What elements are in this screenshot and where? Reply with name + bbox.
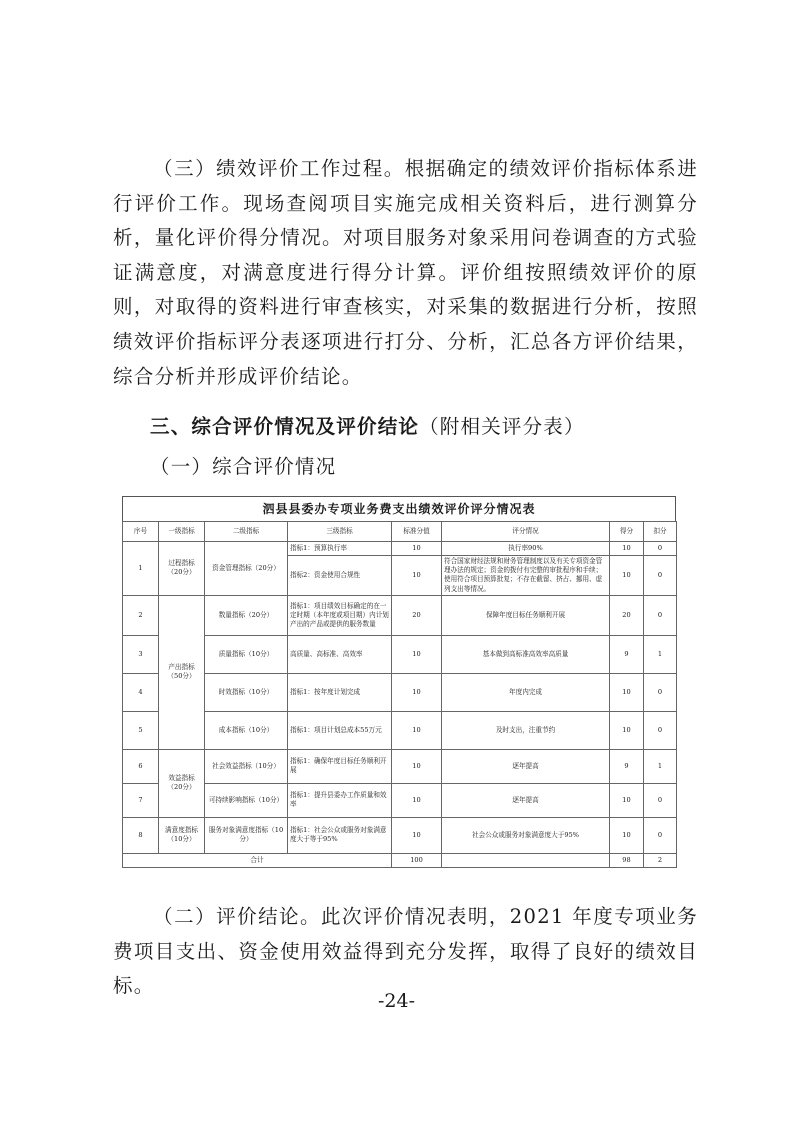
table-row (123, 542, 677, 556)
table-total-row (123, 853, 677, 867)
cell-no: 3 (123, 635, 159, 673)
cell-std: 20 (392, 595, 442, 635)
cell-deduct: 1 (644, 749, 677, 783)
cell-std: 10 (392, 783, 442, 817)
cell-deduct: 0 (644, 556, 677, 596)
cell-total-std: 100 (392, 853, 442, 867)
cell-l2: 质量指标（10分） (205, 635, 288, 673)
cell-score: 9 (610, 749, 644, 783)
cell-l3: 指标1：按年度计划完成 (288, 673, 392, 711)
header-cell: 评分情况 (442, 522, 610, 542)
header-cell: 三级指标 (288, 522, 392, 542)
cell-no: 1 (123, 542, 159, 596)
header-cell: 扣分 (644, 522, 677, 542)
table-header-row (123, 522, 677, 542)
cell-l1: 满意度指标（10分） (159, 817, 205, 853)
header-cell: 一级指标 (159, 522, 205, 542)
cell-l2: 资金管理指标（20分） (205, 542, 288, 596)
cell-std: 10 (392, 711, 442, 749)
cell-score: 10 (610, 783, 644, 817)
cell-score: 10 (610, 673, 644, 711)
cell-l3: 指标1：项目绩效目标确定的在一定时期（本年度或项目期）内计划产出的产品或提供的服务数量 (288, 595, 392, 635)
table-row (123, 673, 677, 711)
cell-l2: 成本指标（10分） (205, 711, 288, 749)
table-row (123, 635, 677, 673)
cell-l2: 数量指标（20分） (205, 595, 288, 635)
cell-eval: 逐年提高 (442, 749, 610, 783)
cell-deduct: 0 (644, 673, 677, 711)
cell-std: 10 (392, 542, 442, 556)
table-row (123, 711, 677, 749)
cell-l1: 效益指标（20分） (159, 749, 205, 817)
cell-total-deduct: 2 (644, 853, 677, 867)
header-cell: 标准分值 (392, 522, 442, 542)
table-row (123, 783, 677, 817)
cell-eval: 执行率90% (442, 542, 610, 556)
cell-l3: 指标1：预算执行率 (288, 542, 392, 556)
cell-no: 6 (123, 749, 159, 783)
cell-score: 9 (610, 635, 644, 673)
cell-eval: 符合国家财经法规和财务管理制度以及有关专项资金管理办法的规定；资金的拨付有完整的审批程序和手续；使用符合项目预算批复；不存在截留、挤占、挪用、虚列支出等情况。 (442, 556, 610, 596)
cell-deduct: 1 (644, 635, 677, 673)
paragraph-conclusion: （二）评价结论。此次评价情况表明，2021 年度专项业务费项目支出、资金使用效益得到充分发挥，取得了良好的绩效目标。 (113, 905, 698, 998)
cell-score: 10 (610, 542, 644, 556)
table-row (123, 817, 677, 853)
cell-deduct: 0 (644, 711, 677, 749)
table-row (123, 749, 677, 783)
cell-std: 10 (392, 673, 442, 711)
cell-no: 5 (123, 711, 159, 749)
cell-total-score: 98 (610, 853, 644, 867)
sub-heading: （一）综合评价情况 (150, 455, 337, 478)
header-cell: 二级指标 (205, 522, 288, 542)
paragraph-process: （三）绩效评价工作过程。根据确定的绩效评价指标体系进行评价工作。现场查阅项目实施完成相关资料后，进行测算分析，量化评价得分情况。对项目服务对象采用问卷调查的方式验证满意度，对满意度进行得分计算。评价组按照绩效评价的原则，对取得的资料进行审查核实，对采集的数据进行分析，按照绩效评价指标评分表逐项进行打分、分析，汇总各方评价结果，综合分析并形成评价结论。 (113, 157, 698, 388)
cell-deduct: 0 (644, 595, 677, 635)
cell-score: 10 (610, 711, 644, 749)
cell-eval: 基本做到高标准高效率高质量 (442, 635, 610, 673)
cell-no: 4 (123, 673, 159, 711)
cell-std: 10 (392, 635, 442, 673)
cell-no: 8 (123, 817, 159, 853)
section-heading: 三、综合评价情况及评价结论（附相关评分表） (150, 415, 585, 438)
cell-deduct: 0 (644, 542, 677, 556)
cell-std: 10 (392, 817, 442, 853)
cell-l3: 指标1：确保年度目标任务顺利开展 (288, 749, 392, 783)
cell-l1: 过程指标（20分） (159, 542, 205, 596)
cell-l3: 指标1：提升县委办工作质量和效率 (288, 783, 392, 817)
cell-eval: 保障年度目标任务顺利开展 (442, 595, 610, 635)
cell-total-label: 合计 (123, 853, 392, 867)
cell-eval: 逐年提高 (442, 783, 610, 817)
cell-l3: 指标1：社会公众或服务对象满意度大于等于95% (288, 817, 392, 853)
cell-no: 7 (123, 783, 159, 817)
page-number: -24- (377, 990, 416, 1012)
cell-l2: 社会效益指标（10分） (205, 749, 288, 783)
cell-std: 10 (392, 556, 442, 596)
cell-l3: 指标1：项目计划总成本55万元 (288, 711, 392, 749)
cell-total-eval (442, 853, 610, 867)
cell-eval: 及时支出，注重节约 (442, 711, 610, 749)
cell-l2: 可持续影响指标（10分） (205, 783, 288, 817)
cell-l1: 产出指标（50分） (159, 595, 205, 749)
cell-std: 10 (392, 749, 442, 783)
header-cell: 序号 (123, 522, 159, 542)
score-table (122, 496, 676, 868)
table-title: 泗县县委办专项业务费支出绩效评价评分情况表 (122, 496, 676, 521)
cell-score: 20 (610, 595, 644, 635)
cell-score: 10 (610, 556, 644, 596)
cell-deduct: 0 (644, 817, 677, 853)
header-cell: 得分 (610, 522, 644, 542)
cell-l2: 时效指标（10分） (205, 673, 288, 711)
cell-score: 10 (610, 817, 644, 853)
cell-eval: 社会公众或服务对象满意度大于95% (442, 817, 610, 853)
cell-eval: 年度内完成 (442, 673, 610, 711)
cell-no: 2 (123, 595, 159, 635)
cell-deduct: 0 (644, 783, 677, 817)
table-row (123, 595, 677, 635)
cell-l3: 指标2：资金使用合规性 (288, 556, 392, 596)
cell-l2: 服务对象满意度指标（10分） (205, 817, 288, 853)
cell-l3: 高质量、高标准、高效率 (288, 635, 392, 673)
